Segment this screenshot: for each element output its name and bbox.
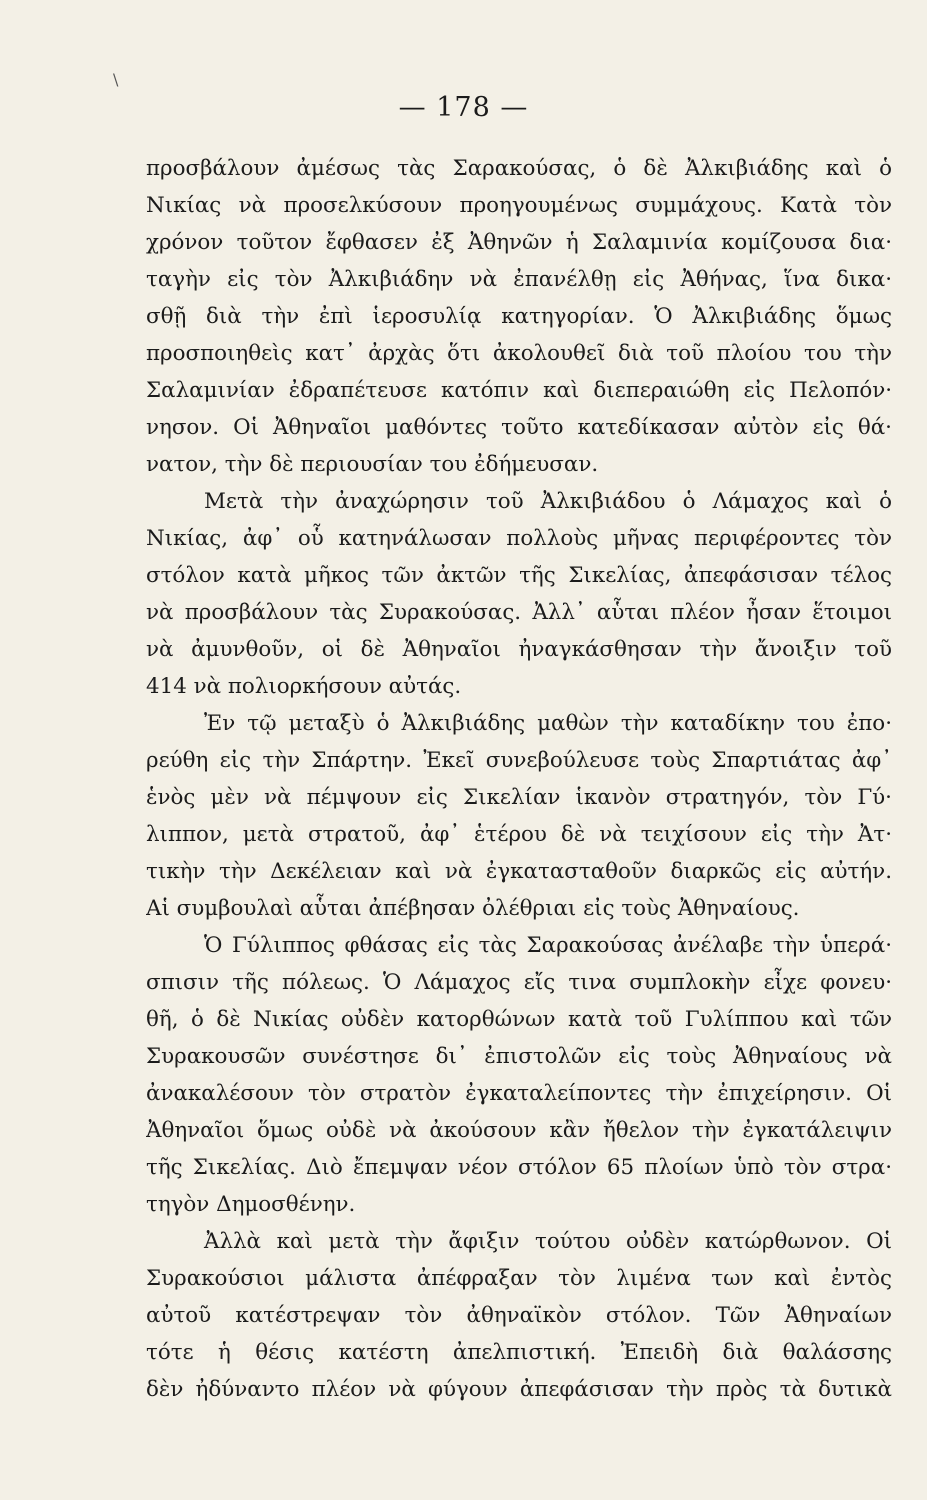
text-line: Νικίας νὰ προσελκύσουν προηγουμένως συμμάχους. Κατὰ τὸν bbox=[146, 193, 892, 218]
text-line: Ὁ Γύλιππος φθάσας εἰς τὰς Σαρακούσας ἀνέλαβε τὴν ὑπερά· bbox=[204, 933, 892, 958]
text-line: δὲν ἠδύναντο πλέον νὰ φύγουν ἀπεφάσισαν τὴν πρὸς τὰ δυτικὰ bbox=[146, 1377, 892, 1402]
text-line: τότε ἡ θέσις κατέστη ἀπελπιστική. Ἐπειδὴ διὰ θαλάσσης bbox=[146, 1340, 892, 1365]
text-line: νησον. Οἱ Ἀθηναῖοι μαθόντες τοῦτο κατεδίκασαν αὐτὸν εἰς θά· bbox=[146, 415, 892, 440]
text-line: ρεύθη εἰς τὴν Σπάρτην. Ἐκεῖ συνεβούλευσε τοὺς Σπαρτιάτας ἀφ᾽ bbox=[146, 748, 892, 773]
text-line: Ἐν τῷ μεταξὺ ὁ Ἀλκιβιάδης μαθὼν τὴν καταδίκην του ἐπο· bbox=[204, 711, 892, 736]
text-line: σθῇ διὰ τὴν ἐπὶ ἱεροσυλίᾳ κατηγορίαν. Ὁ Ἀλκιβιάδης ὅμως bbox=[146, 304, 892, 329]
body-text bbox=[146, 150, 892, 1408]
text-line: Συρακούσιοι μάλιστα ἀπέφραξαν τὸν λιμένα των καὶ ἐντὸς bbox=[146, 1266, 892, 1291]
text-line: στόλον κατὰ μῆκος τῶν ἀκτῶν τῆς Σικελίας, ἀπεφάσισαν τέλος bbox=[146, 563, 892, 588]
text-line: νατον, τὴν δὲ περιουσίαν του ἐδήμευσαν. bbox=[146, 452, 599, 477]
text-line: Ἀλλὰ καὶ μετὰ τὴν ἄφιξιν τούτου οὐδὲν κατώρθωνον. Οἱ bbox=[204, 1229, 892, 1254]
text-line: αὐτοῦ κατέστρεψαν τὸν ἀθηναϊκὸν στόλον. Τῶν Ἀθηναίων bbox=[146, 1303, 892, 1328]
text-line: 414 νὰ πολιορκήσουν αὐτάς. bbox=[146, 674, 462, 699]
text-line: θῆ, ὁ δὲ Νικίας οὐδὲν κατορθώνων κατὰ τοῦ Γυλίππου καὶ τῶν bbox=[146, 1007, 892, 1032]
text-line: σπισιν τῆς πόλεως. Ὁ Λάμαχος εἴς τινα συμπλοκὴν εἶχε φονευ· bbox=[146, 970, 892, 995]
text-line: λιππον, μετὰ στρατοῦ, ἀφ᾽ ἑτέρου δὲ νὰ τειχίσουν εἰς τὴν Ἀτ· bbox=[146, 822, 892, 847]
text-line: τικὴν τὴν Δεκέλειαν καὶ νὰ ἐγκατασταθοῦν διαρκῶς εἰς αὐτήν. bbox=[146, 859, 892, 884]
text-line: ἑνὸς μὲν νὰ πέμψουν εἰς Σικελίαν ἱκανὸν στρατηγόν, τὸν Γύ· bbox=[146, 785, 892, 810]
text-line: Αἱ συμβουλαὶ αὗται ἀπέβησαν ὀλέθριαι εἰς τοὺς Ἀθηναίους. bbox=[146, 896, 800, 921]
text-line: ταγὴν εἰς τὸν Ἀλκιβιάδην νὰ ἐπανέλθῃ εἰς Ἀθήνας, ἵνα δικα· bbox=[146, 267, 892, 292]
text-line: Νικίας, ἀφ᾽ οὗ κατηνάλωσαν πολλοὺς μῆνας περιφέροντες τὸν bbox=[146, 526, 892, 551]
text-line: Μετὰ τὴν ἀναχώρησιν τοῦ Ἀλκιβιάδου ὁ Λάμαχος καὶ ὁ bbox=[204, 489, 892, 514]
stray-mark: \ bbox=[113, 70, 119, 89]
text-line: προσβάλουν ἀμέσως τὰς Σαρακούσας, ὁ δὲ Ἀλκιβιάδης καὶ ὁ bbox=[146, 156, 892, 181]
text-line: Σαλαμινίαν ἐδραπέτευσε κατόπιν καὶ διεπεραιώθη εἰς Πελοπόν· bbox=[146, 378, 892, 403]
text-line: νὰ προσβάλουν τὰς Συρακούσας. Ἀλλ᾽ αὗται πλέον ἦσαν ἕτοιμοι bbox=[146, 600, 892, 625]
text-line: τῆς Σικελίας. Διὸ ἔπεμψαν νέον στόλον 65 πλοίων ὑπὸ τὸν στρα· bbox=[146, 1155, 892, 1180]
text-line: προσποιηθεὶς κατ᾽ ἀρχὰς ὅτι ἀκολουθεῖ διὰ τοῦ πλοίου του τὴν bbox=[146, 341, 892, 366]
text-line: Συρακουσῶν συνέστησε δι᾽ ἐπιστολῶν εἰς τοὺς Ἀθηναίους νὰ bbox=[146, 1044, 892, 1069]
text-line: ἀνακαλέσουν τὸν στρατὸν ἐγκαταλείποντες τὴν ἐπιχείρησιν. Οἱ bbox=[146, 1081, 892, 1106]
page-number: — 178 — bbox=[398, 92, 529, 123]
text-line: Ἀθηναῖοι ὅμως οὐδὲ νὰ ἀκούσουν κἂν ἤθελον τὴν ἐγκατάλειψιν bbox=[146, 1118, 892, 1143]
text-line: νὰ ἀμυνθοῦν, οἱ δὲ Ἀθηναῖοι ἠναγκάσθησαν τὴν ἄνοιξιν τοῦ bbox=[146, 637, 892, 662]
text-line: χρόνον τοῦτον ἔφθασεν ἐξ Ἀθηνῶν ἡ Σαλαμινία κομίζουσα δια· bbox=[146, 230, 892, 255]
text-line: τηγὸν Δημοσθένην. bbox=[146, 1192, 356, 1217]
